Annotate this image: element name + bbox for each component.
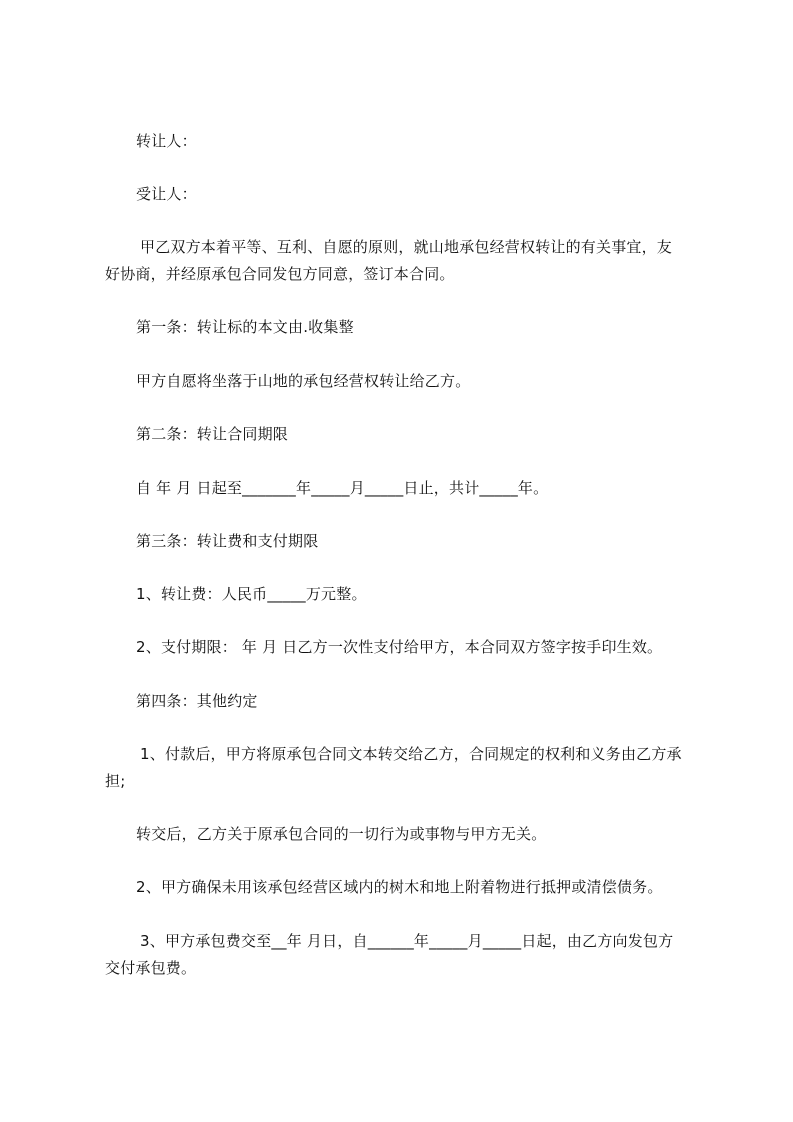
article-4-item-1-line-1: 1、付款后，甲方将原承包合同文本转交给乙方，合同规定的权利和义务由乙方承 [140,745,682,763]
article-4-item-1-line-2: 担; [105,772,126,790]
article-4-title: 第四条：其他约定 [136,692,258,710]
article-3-item-2: 2、支付期限： 年 月 日乙方一次性支付给甲方，本合同双方签字按手印生效。 [136,638,663,656]
article-2-title: 第二条：转让合同期限 [136,425,289,443]
transferee-label: 受让人： [136,185,197,203]
article-3-item-1: 1、转让费：人民币_____万元整。 [136,585,367,603]
article-3-title: 第三条：转让费和支付期限 [136,532,319,550]
transferor-label: 转让人： [136,132,197,150]
article-4-item-3-line-1: 3、甲方承包费交至__年 月日，自______年_____月_____日起，由乙方向发包方 [140,932,674,950]
article-4-item-2: 2、甲方确保未用该承包经营区域内的树木和地上附着物进行抵押或清偿债务。 [136,878,663,896]
intro-line-1: 甲乙双方本着平等、互利、自愿的原则，就山地承包经营权转让的有关事宜，友 [140,238,673,256]
article-4-item-1-note: 转交后，乙方关于原承包合同的一切行为或事物与甲方无关。 [136,825,547,843]
article-1-title: 第一条：转让标的本文由.收集整 [136,318,354,336]
article-2-body: 自 年 月 日起至_______年_____月_____日止，共计_____年。 [136,479,549,497]
article-1-body: 甲方自愿将坐落于山地的承包经营权转让给乙方。 [136,372,471,390]
article-4-item-3-line-2: 交付承包费。 [105,959,197,977]
intro-line-2: 好协商，并经原承包合同发包方同意，签订本合同。 [105,265,455,283]
